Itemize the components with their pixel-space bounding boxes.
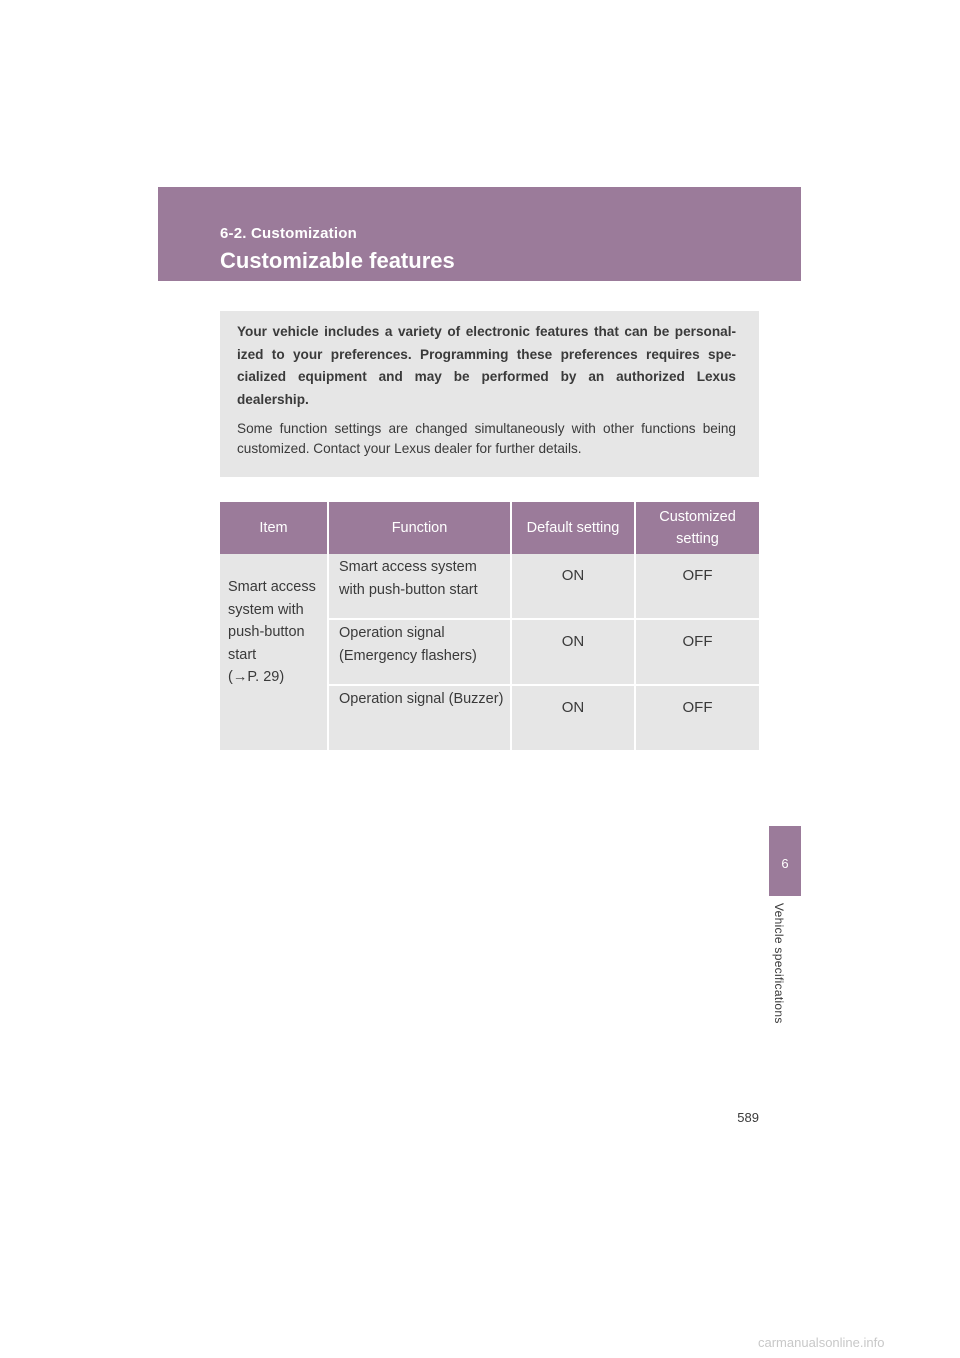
customization-table [220,502,759,752]
default-setting-cell: ON [511,554,635,619]
header-customized-setting [635,502,759,554]
item-page-reference: (→P. 29) [228,669,285,685]
header-function: Function [328,502,511,554]
function-cell: Operation signal (Emergency flashers) [328,619,511,685]
page-number: 589 [737,1110,759,1125]
intro-normal-text: Some function settings are changed simultaneously with other functions being customized. Contact your Lexus dealer for further details. [237,421,736,456]
intro-box [220,311,759,477]
chapter-label: Vehicle specifications [772,903,786,1024]
chapter-number: 6 [781,856,789,871]
watermark: carmanualsonline.info [758,1335,885,1350]
header-customized-setting-label: Customized setting [659,509,736,547]
page-title: Customizable features [220,248,455,273]
customized-setting-cell: OFF [635,619,759,685]
function-cell: Smart access system with push-button start [328,554,511,619]
item-name: Smart access system with push-button start [228,579,316,663]
customized-setting-cell: OFF [635,685,759,751]
chapter-tab [769,826,801,896]
customized-setting-cell: OFF [635,554,759,619]
default-setting-cell: ON [511,685,635,751]
function-cell: Operation signal (Buzzer) [328,685,511,751]
table-header-row [220,502,759,554]
intro-bold-text: Your vehicle includes a variety of electronic features that can be personal-ized to your preferences. Programming these preferences requires spe-cialized equipment and may be performed by an authorized Lexus dealership. [237,324,736,407]
table-row [220,554,759,619]
header-default-setting: Default setting [511,502,635,554]
section-header [158,187,801,281]
default-setting-cell: ON [511,619,635,685]
header-item: Item [220,502,328,554]
section-label: 6-2. Customization [220,225,357,242]
item-cell [220,554,328,751]
